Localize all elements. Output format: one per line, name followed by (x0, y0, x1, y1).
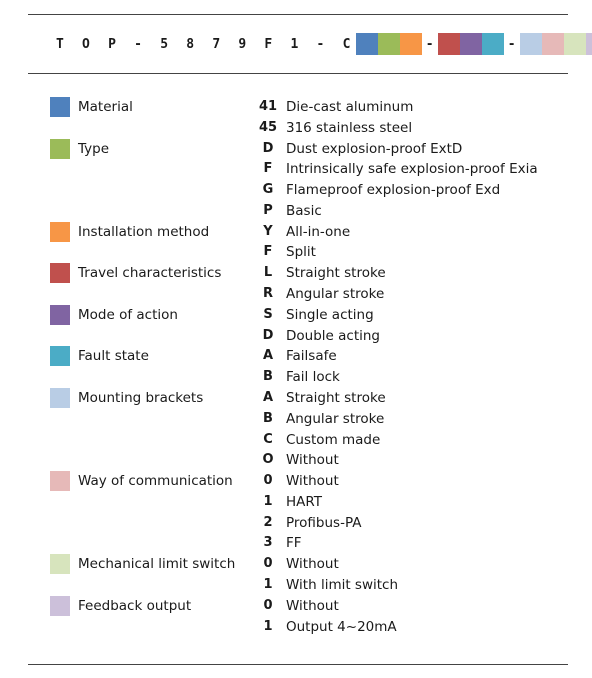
category-mode-of-action (50, 304, 178, 325)
color-swatch (50, 554, 70, 574)
option-code: D (262, 141, 274, 156)
option-code: C (263, 432, 273, 447)
option-desc: Without (286, 555, 339, 572)
category-label: Type (78, 140, 110, 157)
category-label: Mechanical limit switch (78, 555, 236, 572)
code-swatch (460, 33, 482, 55)
option-row (250, 616, 550, 637)
code-swatch (482, 33, 504, 55)
top-rule (28, 14, 568, 15)
option-code: L (263, 265, 273, 280)
category-label: Installation method (78, 223, 210, 240)
option-row (250, 345, 550, 366)
option-desc: HART (286, 493, 323, 510)
option-row (250, 241, 550, 262)
option-code: S (263, 307, 273, 322)
category-material (50, 96, 133, 117)
model-code-prefix: T O P - 5 8 7 9 F 1 - C (56, 36, 356, 52)
option-row (250, 574, 550, 595)
option-code: B (263, 369, 273, 384)
header-rule (28, 73, 568, 74)
option-desc: Dust explosion-proof ExtD (286, 140, 463, 157)
option-row (250, 221, 550, 242)
option-row (250, 158, 550, 179)
code-swatch (520, 33, 542, 55)
option-code: A (262, 348, 274, 363)
option-desc: Basic (286, 202, 322, 219)
option-code: O (262, 452, 274, 467)
option-code: 3 (263, 535, 273, 550)
code-swatch (356, 33, 378, 55)
option-desc: Intrinsically safe explosion-proof Exia (286, 160, 538, 177)
option-desc: FF (286, 534, 302, 551)
option-code: F (263, 244, 273, 259)
code-group-1 (356, 33, 422, 55)
color-swatch (50, 139, 70, 159)
option-code: 2 (263, 515, 273, 530)
color-swatch (50, 97, 70, 117)
option-code: 0 (263, 473, 273, 488)
option-desc: Straight stroke (286, 389, 386, 406)
option-code: F (263, 161, 273, 176)
category-type (50, 138, 109, 159)
option-desc: Without (286, 472, 339, 489)
color-swatch (50, 305, 70, 325)
option-row (250, 117, 550, 138)
option-code: 1 (263, 577, 273, 592)
option-row (250, 429, 550, 450)
option-code: B (263, 411, 273, 426)
option-code: A (262, 390, 274, 405)
option-desc: Flameproof explosion-proof Exd (286, 181, 501, 198)
option-desc: Single acting (286, 306, 374, 323)
option-desc: Failsafe (286, 347, 337, 364)
model-code (56, 33, 592, 55)
option-row (250, 491, 550, 512)
color-swatch (50, 388, 70, 408)
option-row (250, 408, 550, 429)
category-fault-state (50, 345, 149, 366)
code-group-3 (520, 33, 592, 55)
option-row (250, 283, 550, 304)
option-row (250, 387, 550, 408)
option-code: 0 (263, 598, 273, 613)
option-row (250, 532, 550, 553)
color-swatch (50, 222, 70, 242)
option-row (250, 366, 550, 387)
option-row (250, 200, 550, 221)
color-swatch (50, 471, 70, 491)
category-label: Fault state (78, 347, 149, 364)
category-feedback-output (50, 595, 191, 616)
option-row (250, 304, 550, 325)
option-row (250, 595, 550, 616)
category-label: Feedback output (78, 597, 192, 614)
option-desc: All-in-one (286, 223, 351, 240)
option-code: G (262, 182, 274, 197)
option-desc: Without (286, 451, 339, 468)
code-swatch (378, 33, 400, 55)
color-swatch (50, 263, 70, 283)
option-code: Y (263, 224, 273, 239)
code-separator: - (425, 36, 434, 52)
option-row (250, 179, 550, 200)
category-label: Way of communication (78, 472, 233, 489)
category-mechanical-limit-switch (50, 553, 235, 574)
option-row (250, 512, 550, 533)
category-installation-method (50, 221, 209, 242)
option-desc: Output 4~20mA (286, 618, 397, 635)
option-row (250, 138, 550, 159)
option-code: 1 (263, 619, 273, 634)
option-row (250, 96, 550, 117)
option-code: 1 (263, 494, 273, 509)
category-label: Material (78, 98, 133, 115)
option-desc: Angular stroke (286, 410, 385, 427)
code-swatch (586, 33, 592, 55)
option-desc: Die-cast aluminum (286, 98, 414, 115)
code-group-2 (438, 33, 504, 55)
option-desc: Without (286, 597, 339, 614)
option-desc: Profibus-PA (286, 514, 362, 531)
option-desc: Double acting (286, 327, 380, 344)
option-desc: Split (286, 243, 316, 260)
option-row (250, 262, 550, 283)
code-separator: - (507, 36, 516, 52)
code-swatch (564, 33, 586, 55)
code-swatch (542, 33, 564, 55)
category-label: Travel characteristics (78, 264, 222, 281)
bottom-rule (28, 664, 568, 665)
category-travel-characteristics (50, 262, 221, 283)
option-code: 41 (258, 99, 278, 114)
code-swatch (400, 33, 422, 55)
option-code: P (263, 203, 273, 218)
option-desc: With limit switch (286, 576, 399, 593)
option-desc: 316 stainless steel (286, 119, 413, 136)
option-code: D (262, 328, 274, 343)
option-code: 45 (258, 120, 278, 135)
category-way-of-communication (50, 470, 233, 491)
option-code: 0 (263, 556, 273, 571)
option-row (250, 325, 550, 346)
option-desc: Angular stroke (286, 285, 385, 302)
code-swatch (438, 33, 460, 55)
option-desc: Straight stroke (286, 264, 386, 281)
option-row (250, 553, 550, 574)
color-swatch (50, 596, 70, 616)
category-mounting-brackets (50, 387, 203, 408)
option-row (250, 470, 550, 491)
option-code: R (262, 286, 273, 301)
category-label: Mode of action (78, 306, 178, 323)
option-row (250, 449, 550, 470)
category-label: Mounting brackets (78, 389, 204, 406)
option-desc: Custom made (286, 431, 381, 448)
color-swatch (50, 346, 70, 366)
option-desc: Fail lock (286, 368, 340, 385)
